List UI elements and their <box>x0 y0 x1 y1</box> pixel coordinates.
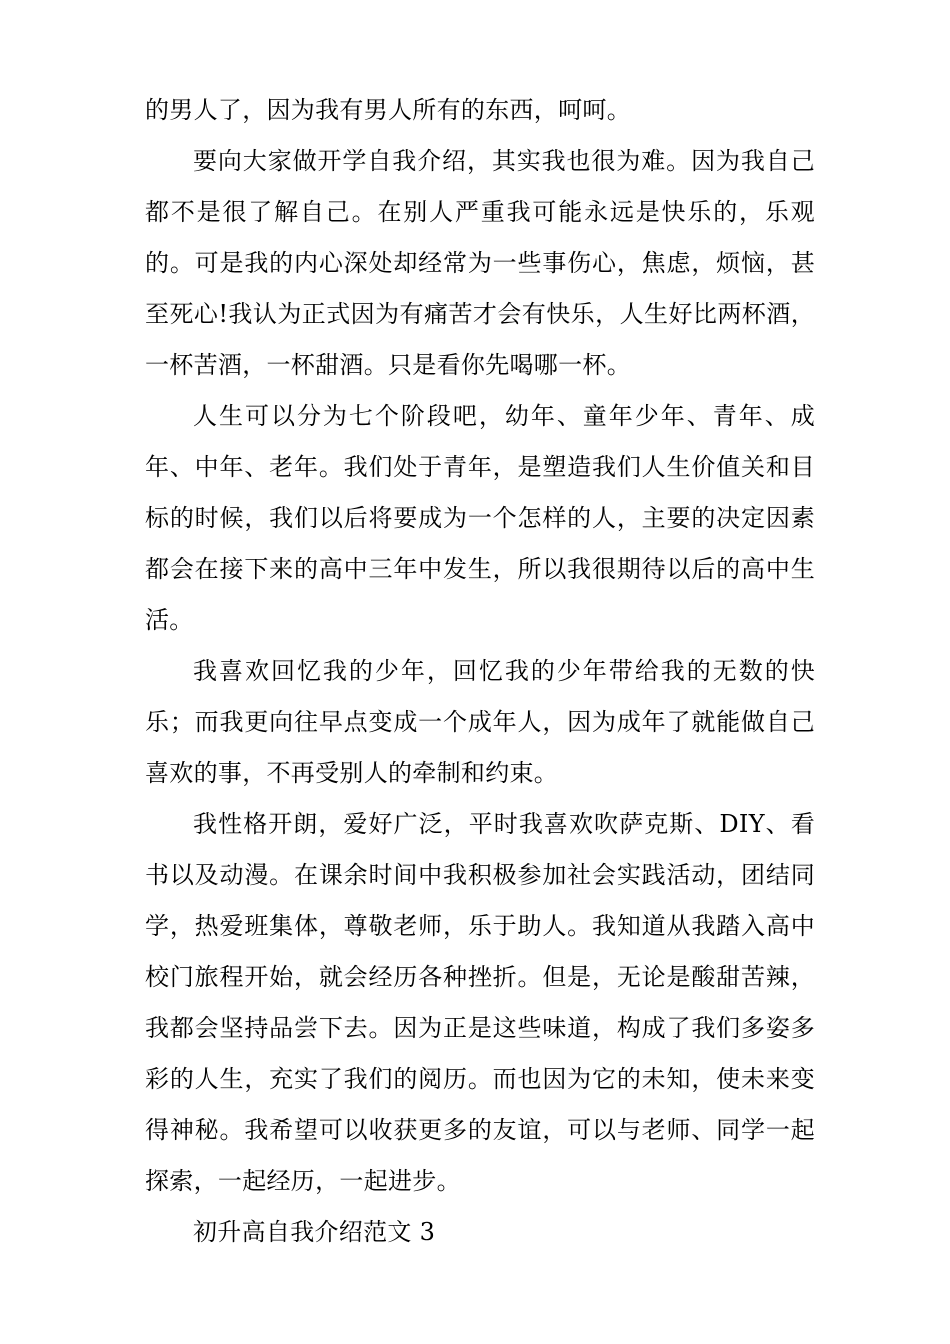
paragraph-life-stages: 人生可以分为七个阶段吧，幼年、童年少年、青年、成年、中年、老年。我们处于青年，是塑造我们人生价值关和目标的时候，我们以后将要成为一个怎样的人，主要的决定因素都会在接下来的高中三年中发生，所以我很期待以后的高中生活。 <box>145 402 815 634</box>
paragraph-introduction: 要向大家做开学自我介绍，其实我也很为难。因为我自己都不是很了解自己。在别人严重我可能永远是快乐的，乐观的。可是我的内心深处却经常为一些事伤心，焦虑，烦恼，甚至死心!我认为正式因为有痛苦才会有快乐，人生好比两杯酒，一杯苦酒，一杯甜酒。只是看你先喝哪一杯。 <box>145 147 815 379</box>
section-heading: 初升高自我介绍范文 3 <box>193 1218 436 1246</box>
document-body <box>145 85 815 1258</box>
paragraph-youth-memories: 我喜欢回忆我的少年，回忆我的少年带给我的无数的快乐；而我更向往早点变成一个成年人，因为成年了就能做自己喜欢的事，不再受别人的牵制和约束。 <box>145 657 815 787</box>
paragraph-continuation: 的男人了，因为我有男人所有的东西，呵呵。 <box>145 96 631 124</box>
paragraph-personality: 我性格开朗，爱好广泛，平时我喜欢吹萨克斯、DIY、看书以及动漫。在课余时间中我积极参加社会实践活动，团结同学，热爱班集体，尊敬老师，乐于助人。我知道从我踏入高中校门旅程开始，就会经历各种挫折。但是，无论是酸甜苦辣，我都会坚持品尝下去。因为正是这些味道，构成了我们多姿多彩的人生，充实了我们的阅历。而也因为它的未知，使未来变得神秘。我希望可以收获更多的友谊，可以与老师、同学一起探索，一起经历，一起进步。 <box>145 810 815 1195</box>
